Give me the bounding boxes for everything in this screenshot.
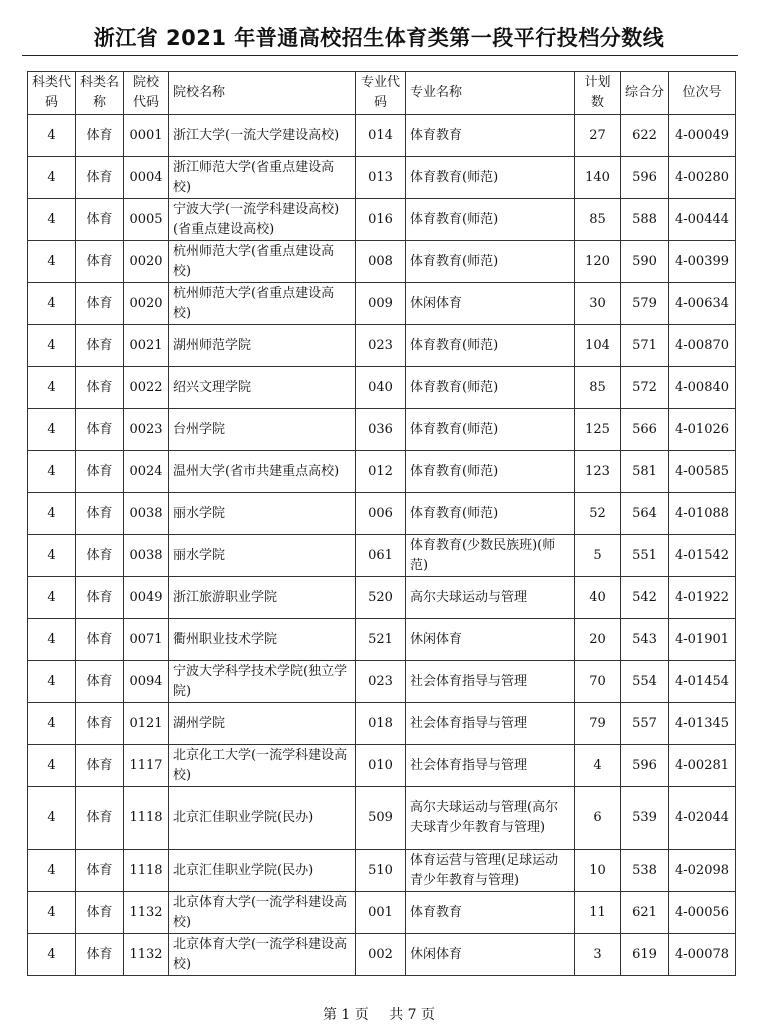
cell-subject-code: 4 <box>28 661 76 703</box>
cell-plan: 6 <box>575 787 621 850</box>
cell-school-code: 0004 <box>124 157 169 199</box>
header-subject-code: 科类代码 <box>28 72 76 115</box>
cell-score: 542 <box>621 577 669 619</box>
cell-subject-name: 体育 <box>76 850 124 892</box>
cell-school-code: 1132 <box>124 892 169 934</box>
cell-major-code: 001 <box>356 892 406 934</box>
header-school-code: 院校代码 <box>124 72 169 115</box>
header-major-code: 专业代码 <box>356 72 406 115</box>
cell-plan: 52 <box>575 493 621 535</box>
cell-rank: 4-00078 <box>669 934 736 976</box>
cell-subject-name: 体育 <box>76 409 124 451</box>
cell-school-name: 杭州师范大学(省重点建设高校) <box>169 283 356 325</box>
cell-major-name: 休闲体育 <box>406 934 575 976</box>
cell-school-code: 0038 <box>124 493 169 535</box>
cell-subject-name: 体育 <box>76 367 124 409</box>
cell-rank: 4-01454 <box>669 661 736 703</box>
cell-score: 557 <box>621 703 669 745</box>
cell-rank: 4-01026 <box>669 409 736 451</box>
table-header <box>28 72 736 115</box>
cell-school-name: 北京体育大学(一流学科建设高校) <box>169 892 356 934</box>
cell-rank: 4-02044 <box>669 787 736 850</box>
cell-school-name: 湖州师范学院 <box>169 325 356 367</box>
cell-major-code: 009 <box>356 283 406 325</box>
cell-major-code: 016 <box>356 199 406 241</box>
cell-major-name: 体育教育(师范) <box>406 241 575 283</box>
cell-major-name: 社会体育指导与管理 <box>406 661 575 703</box>
cell-plan: 85 <box>575 367 621 409</box>
cell-major-name: 体育运营与管理(足球运动青少年教育与管理) <box>406 850 575 892</box>
table-row <box>28 787 736 850</box>
cell-major-name: 体育教育(师范) <box>406 199 575 241</box>
cell-subject-name: 体育 <box>76 493 124 535</box>
cell-major-code: 013 <box>356 157 406 199</box>
cell-school-code: 0020 <box>124 283 169 325</box>
cell-plan: 120 <box>575 241 621 283</box>
table-row <box>28 493 736 535</box>
page-number: 第 1 页 <box>322 1007 369 1023</box>
table-row <box>28 661 736 703</box>
cell-school-name: 湖州学院 <box>169 703 356 745</box>
cell-rank: 4-00840 <box>669 367 736 409</box>
cell-subject-name: 体育 <box>76 199 124 241</box>
cell-school-code: 0001 <box>124 115 169 157</box>
cell-subject-name: 体育 <box>76 115 124 157</box>
cell-rank: 4-01542 <box>669 535 736 577</box>
header-school-name: 院校名称 <box>169 72 356 115</box>
cell-major-name: 高尔夫球运动与管理(高尔夫球青少年教育与管理) <box>406 787 575 850</box>
cell-school-code: 1117 <box>124 745 169 787</box>
cell-school-name: 北京汇佳职业学院(民办) <box>169 850 356 892</box>
page-title: 浙江省 2021 年普通高校招生体育类第一段平行投档分数线 <box>93 26 665 50</box>
cell-subject-code: 4 <box>28 850 76 892</box>
cell-score: 596 <box>621 745 669 787</box>
table-row <box>28 535 736 577</box>
cell-subject-code: 4 <box>28 787 76 850</box>
cell-subject-code: 4 <box>28 577 76 619</box>
cell-plan: 104 <box>575 325 621 367</box>
cell-subject-name: 体育 <box>76 934 124 976</box>
title-divider <box>22 55 738 56</box>
cell-score: 596 <box>621 157 669 199</box>
cell-subject-code: 4 <box>28 409 76 451</box>
table-row <box>28 409 736 451</box>
cell-school-code: 1132 <box>124 934 169 976</box>
cell-plan: 79 <box>575 703 621 745</box>
cell-school-code: 0005 <box>124 199 169 241</box>
cell-rank: 4-00444 <box>669 199 736 241</box>
cell-school-name: 北京汇佳职业学院(民办) <box>169 787 356 850</box>
cell-plan: 20 <box>575 619 621 661</box>
table-row <box>28 283 736 325</box>
cell-subject-code: 4 <box>28 493 76 535</box>
cell-subject-name: 体育 <box>76 703 124 745</box>
cell-major-code: 510 <box>356 850 406 892</box>
cell-subject-name: 体育 <box>76 661 124 703</box>
cell-subject-code: 4 <box>28 367 76 409</box>
cell-school-name: 浙江师范大学(省重点建设高校) <box>169 157 356 199</box>
cell-school-name: 北京化工大学(一流学科建设高校) <box>169 745 356 787</box>
cell-rank: 4-00870 <box>669 325 736 367</box>
cell-score: 538 <box>621 850 669 892</box>
cell-subject-name: 体育 <box>76 892 124 934</box>
cell-score: 581 <box>621 451 669 493</box>
cell-major-code: 036 <box>356 409 406 451</box>
cell-subject-name: 体育 <box>76 535 124 577</box>
header-rank: 位次号 <box>669 72 736 115</box>
cell-school-code: 1118 <box>124 787 169 850</box>
cell-major-name: 体育教育(师范) <box>406 493 575 535</box>
cell-rank: 4-00049 <box>669 115 736 157</box>
cell-rank: 4-01901 <box>669 619 736 661</box>
cell-major-name: 社会体育指导与管理 <box>406 703 575 745</box>
cell-school-name: 北京体育大学(一流学科建设高校) <box>169 934 356 976</box>
cell-subject-name: 体育 <box>76 451 124 493</box>
cell-subject-code: 4 <box>28 283 76 325</box>
cell-score: 539 <box>621 787 669 850</box>
cell-school-name: 浙江旅游职业学院 <box>169 577 356 619</box>
cell-plan: 123 <box>575 451 621 493</box>
cell-school-name: 台州学院 <box>169 409 356 451</box>
cell-school-name: 绍兴文理学院 <box>169 367 356 409</box>
cell-major-code: 012 <box>356 451 406 493</box>
cell-subject-code: 4 <box>28 241 76 283</box>
cell-subject-code: 4 <box>28 115 76 157</box>
cell-rank: 4-00280 <box>669 157 736 199</box>
cell-major-code: 040 <box>356 367 406 409</box>
table-row <box>28 619 736 661</box>
cell-subject-code: 4 <box>28 745 76 787</box>
cell-subject-name: 体育 <box>76 787 124 850</box>
cell-subject-code: 4 <box>28 199 76 241</box>
cell-rank: 4-00585 <box>669 451 736 493</box>
cell-subject-name: 体育 <box>76 619 124 661</box>
header-major-name: 专业名称 <box>406 72 575 115</box>
cell-subject-code: 4 <box>28 157 76 199</box>
cell-major-code: 061 <box>356 535 406 577</box>
cell-rank: 4-02098 <box>669 850 736 892</box>
cell-school-name: 杭州师范大学(省重点建设高校) <box>169 241 356 283</box>
cell-plan: 3 <box>575 934 621 976</box>
table-body <box>28 115 736 976</box>
cell-school-code: 0021 <box>124 325 169 367</box>
cell-plan: 27 <box>575 115 621 157</box>
cell-subject-name: 体育 <box>76 283 124 325</box>
cell-score: 622 <box>621 115 669 157</box>
cell-major-name: 休闲体育 <box>406 619 575 661</box>
cell-rank: 4-00281 <box>669 745 736 787</box>
header-score: 综合分 <box>621 72 669 115</box>
cell-school-code: 0023 <box>124 409 169 451</box>
score-table <box>27 71 736 976</box>
cell-major-name: 体育教育 <box>406 892 575 934</box>
cell-major-code: 008 <box>356 241 406 283</box>
cell-school-name: 丽水学院 <box>169 535 356 577</box>
cell-major-name: 体育教育(师范) <box>406 451 575 493</box>
cell-score: 579 <box>621 283 669 325</box>
cell-major-code: 509 <box>356 787 406 850</box>
cell-rank: 4-00056 <box>669 892 736 934</box>
cell-plan: 10 <box>575 850 621 892</box>
cell-plan: 125 <box>575 409 621 451</box>
cell-score: 564 <box>621 493 669 535</box>
cell-major-code: 014 <box>356 115 406 157</box>
table-row <box>28 367 736 409</box>
table-row <box>28 451 736 493</box>
cell-major-name: 休闲体育 <box>406 283 575 325</box>
cell-rank: 4-01088 <box>669 493 736 535</box>
table-row <box>28 850 736 892</box>
cell-score: 590 <box>621 241 669 283</box>
table-row <box>28 745 736 787</box>
table-row <box>28 934 736 976</box>
cell-major-name: 体育教育 <box>406 115 575 157</box>
page-total: 共 7 页 <box>389 1007 436 1023</box>
table-row <box>28 199 736 241</box>
cell-plan: 40 <box>575 577 621 619</box>
cell-rank: 4-01922 <box>669 577 736 619</box>
cell-school-name: 温州大学(省市共建重点高校) <box>169 451 356 493</box>
cell-school-code: 0038 <box>124 535 169 577</box>
header-plan: 计划数 <box>575 72 621 115</box>
cell-major-code: 023 <box>356 661 406 703</box>
table-row <box>28 703 736 745</box>
cell-major-code: 018 <box>356 703 406 745</box>
cell-school-name: 衢州职业技术学院 <box>169 619 356 661</box>
cell-plan: 11 <box>575 892 621 934</box>
cell-major-name: 体育教育(师范) <box>406 157 575 199</box>
table-row <box>28 241 736 283</box>
cell-subject-code: 4 <box>28 703 76 745</box>
cell-plan: 85 <box>575 199 621 241</box>
cell-subject-name: 体育 <box>76 745 124 787</box>
cell-score: 619 <box>621 934 669 976</box>
cell-plan: 4 <box>575 745 621 787</box>
cell-major-name: 社会体育指导与管理 <box>406 745 575 787</box>
cell-school-name: 宁波大学(一流学科建设高校)(省重点建设高校) <box>169 199 356 241</box>
cell-subject-name: 体育 <box>76 241 124 283</box>
cell-subject-code: 4 <box>28 619 76 661</box>
cell-plan: 30 <box>575 283 621 325</box>
cell-score: 566 <box>621 409 669 451</box>
table-row <box>28 157 736 199</box>
cell-major-name: 体育教育(师范) <box>406 325 575 367</box>
cell-school-code: 1118 <box>124 850 169 892</box>
cell-plan: 140 <box>575 157 621 199</box>
cell-school-code: 0094 <box>124 661 169 703</box>
cell-subject-name: 体育 <box>76 157 124 199</box>
cell-school-code: 0020 <box>124 241 169 283</box>
header-subject-name: 科类名称 <box>76 72 124 115</box>
cell-score: 571 <box>621 325 669 367</box>
cell-major-code: 520 <box>356 577 406 619</box>
cell-subject-name: 体育 <box>76 577 124 619</box>
cell-subject-code: 4 <box>28 934 76 976</box>
cell-major-name: 高尔夫球运动与管理 <box>406 577 575 619</box>
cell-plan: 70 <box>575 661 621 703</box>
page-footer <box>0 1004 758 1024</box>
cell-major-name: 体育教育(少数民族班)(师范) <box>406 535 575 577</box>
cell-score: 621 <box>621 892 669 934</box>
cell-school-code: 0121 <box>124 703 169 745</box>
cell-score: 543 <box>621 619 669 661</box>
cell-score: 554 <box>621 661 669 703</box>
cell-subject-code: 4 <box>28 451 76 493</box>
cell-score: 572 <box>621 367 669 409</box>
cell-school-name: 宁波大学科学技术学院(独立学院) <box>169 661 356 703</box>
cell-major-name: 体育教育(师范) <box>406 409 575 451</box>
cell-subject-code: 4 <box>28 535 76 577</box>
cell-school-code: 0022 <box>124 367 169 409</box>
cell-subject-name: 体育 <box>76 325 124 367</box>
cell-school-code: 0071 <box>124 619 169 661</box>
cell-plan: 5 <box>575 535 621 577</box>
table-row <box>28 577 736 619</box>
cell-major-code: 010 <box>356 745 406 787</box>
cell-major-code: 521 <box>356 619 406 661</box>
cell-rank: 4-01345 <box>669 703 736 745</box>
table-row <box>28 115 736 157</box>
cell-major-code: 002 <box>356 934 406 976</box>
cell-score: 588 <box>621 199 669 241</box>
cell-subject-code: 4 <box>28 325 76 367</box>
cell-rank: 4-00634 <box>669 283 736 325</box>
cell-major-code: 023 <box>356 325 406 367</box>
cell-school-code: 0024 <box>124 451 169 493</box>
cell-school-name: 丽水学院 <box>169 493 356 535</box>
cell-major-name: 体育教育(师范) <box>406 367 575 409</box>
cell-major-code: 006 <box>356 493 406 535</box>
cell-score: 551 <box>621 535 669 577</box>
cell-subject-code: 4 <box>28 892 76 934</box>
cell-school-name: 浙江大学(一流大学建设高校) <box>169 115 356 157</box>
cell-school-code: 0049 <box>124 577 169 619</box>
cell-rank: 4-00399 <box>669 241 736 283</box>
table-row <box>28 325 736 367</box>
table-row <box>28 892 736 934</box>
